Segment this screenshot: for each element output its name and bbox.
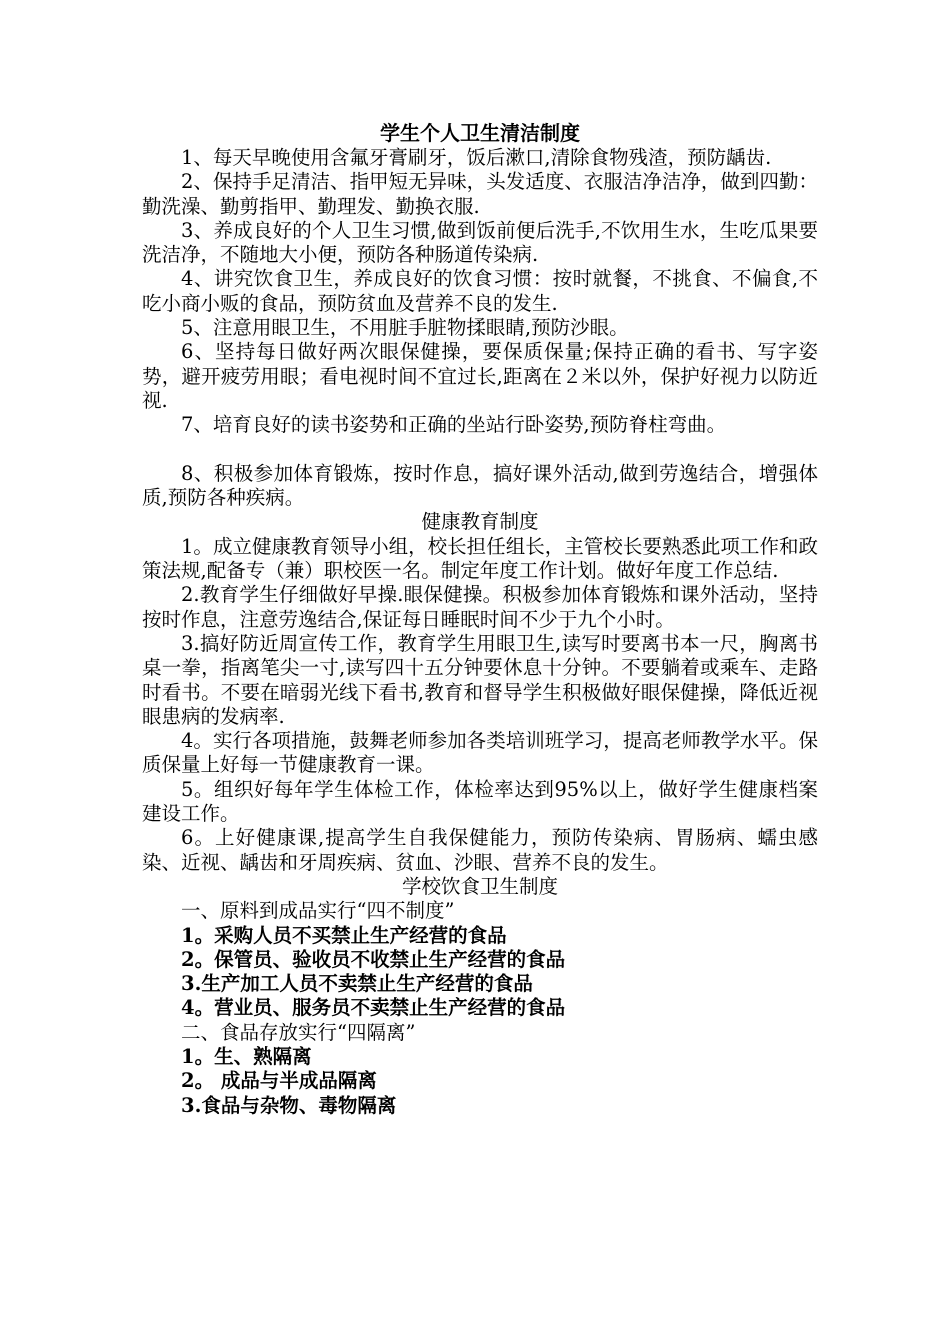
food-heading-2: 二、食品存放实行“四隔离” — [181, 1020, 416, 1044]
health-item-5: 5。组织好每年学生体检工作，体检率达到95%以上，做好学生健康档案建设工作。 — [142, 777, 818, 826]
document-page — [142, 121, 818, 1118]
section-title-food-hygiene: 学校饮食卫生制度 — [401, 874, 558, 898]
food-rule-2: 2。保管员、验收员不收禁止生产经营的食品 — [181, 947, 566, 971]
health-item-1: 1。成立健康教育领导小组，校长担任组长，主管校长要熟悉此项工作和政策法规,配备专（兼）职校医一名。制定年度工作计划。做好年度工作总结. — [142, 534, 818, 583]
health-item-4: 4。实行各项措施，鼓舞老师参加各类培训班学习，提高老师教学水平。保质保量上好每一节健康教育一课。 — [142, 729, 818, 777]
health-item-3: 3.搞好防近周宣传工作，教育学生用眼卫生,读写时要离书本一尺，胸离书桌一拳，指离笔尖一寸,读写四十五分钟要休息十分钟。不要躺着或乘车、走路时看书。不要在暗弱光线下看书,教育和督导学生积极做好眼保健操，降低近视眼患病的发病率. — [142, 631, 818, 728]
hygiene-item-6: 6、坚持每日做好两次眼保健操，要保质保量;保持正确的看书、写字姿势，避开疲劳用眼；看电视时间不宜过长,距离在２米以外，保护好视力以防近视. — [142, 340, 818, 412]
hygiene-item-3: 3、养成良好的个人卫生习惯,做到饭前便后洗手,不饮用生水，生吃瓜果要洗洁净，不随地大小便，预防各种肠道传染病. — [142, 218, 818, 267]
food-rule-1: 1。采购人员不买禁止生产经营的食品 — [181, 923, 507, 947]
hygiene-item-7: 7、培育良好的读书姿势和正确的坐站行卧姿势,预防脊柱弯曲。 — [181, 413, 727, 437]
food-rule-4: 4。营业员、服务员不卖禁止生产经营的食品 — [181, 996, 566, 1020]
section-title-personal-hygiene: 学生个人卫生清洁制度 — [380, 121, 580, 145]
blank-line — [142, 438, 818, 462]
storage-rule-1: 1。生、熟隔离 — [181, 1044, 312, 1068]
storage-rule-2: 2。 成品与半成品隔离 — [181, 1069, 377, 1093]
section-title-health-education: 健康教育制度 — [421, 510, 539, 534]
hygiene-item-8: 8、积极参加体育锻炼，按时作息，搞好课外活动,做到劳逸结合，增强体质,预防各种疾病。 — [142, 461, 818, 510]
hygiene-item-4: 4、讲究饮食卫生，养成良好的饮食习惯：按时就餐，不挑食、不偏食,不吃小商小贩的食品，预防贫血及营养不良的发生. — [142, 267, 818, 315]
food-rule-3: 3.生产加工人员不卖禁止生产经营的食品 — [181, 972, 533, 996]
hygiene-item-5: 5、注意用眼卫生，不用脏手脏物揉眼睛,预防沙眼。 — [181, 316, 629, 340]
hygiene-item-1: 1、每天早晚使用含氟牙膏刷牙，饭后漱口,清除食物残渣，预防龋齿. — [181, 146, 772, 169]
food-heading-1: 一、原料到成品实行“四不制度” — [181, 899, 455, 923]
hygiene-item-2: 2、保持手足清洁、指甲短无异味，头发适度、衣服洁净洁净，做到四勤：勤洗澡、勤剪指甲、勤理发、勤换衣服. — [142, 170, 818, 218]
storage-rule-3: 3.食品与杂物、毒物隔离 — [181, 1093, 397, 1117]
health-item-2: 2.教育学生仔细做好早操.眼保健操。积极参加体育锻炼和课外活动，坚持按时作息，注意劳逸结合,保证每日睡眠时间不少于九个小时。 — [142, 583, 818, 631]
health-item-6: 6。上好健康课,提高学生自我保健能力，预防传染病、胃肠病、蠕虫感染、近视、龋齿和牙周疾病、贫血、沙眼、营养不良的发生。 — [142, 826, 818, 874]
